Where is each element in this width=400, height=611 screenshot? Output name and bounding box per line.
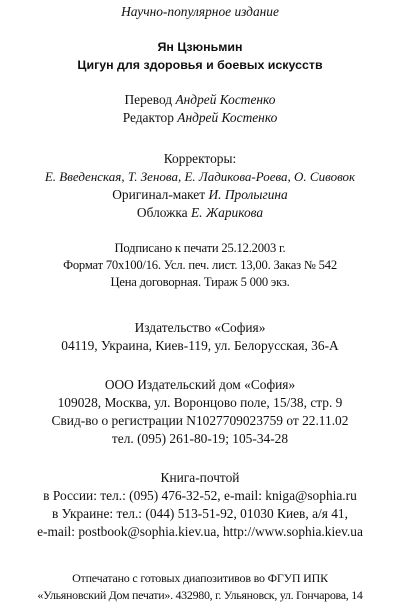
cover-label: Обложка — [136, 205, 188, 220]
printer-line-2: «Ульяновский Дом печати». 432980, г. Ульяновск, ул. Гончарова, 14 — [37, 588, 363, 602]
publisher-address: 04119, Украина, Киев-119, ул. Белорусская, 36-А — [61, 338, 339, 353]
edition-type: Научно-популярное издание — [121, 4, 279, 19]
book-author: Ян Цзюньмин — [157, 40, 243, 54]
cover-designer-name: Е. Жарикова — [190, 205, 264, 220]
translation-label: Перевод — [124, 92, 173, 107]
translation-line — [0, 92, 400, 108]
print-price: Цена договорная. Тираж 5 000 экз. — [110, 275, 290, 289]
editor-label: Редактор — [122, 110, 174, 125]
publishing-house-phone: тел. (095) 261-80-19; 105-34-28 — [111, 431, 289, 446]
signed-to-print: Подписано к печати 25.12.2003 г. — [114, 241, 286, 255]
cover-line — [0, 205, 400, 221]
publishing-house-name: ООО Издательский дом «София» — [104, 377, 296, 392]
proofreaders-names: Е. Введенская, Т. Зенова, Е. Ладикова-Роева, О. Сивовок — [44, 169, 356, 184]
mail-order-ukraine: в Украине: тел.: (044) 513-51-92, 01030 Киев, а/я 41, — [52, 506, 348, 521]
layout-name: И. Пролыгина — [208, 187, 288, 202]
print-format: Формат 70х100/16. Усл. печ. лист. 13,00. Заказ № 542 — [63, 258, 337, 272]
mail-order-contact: e-mail: postbook@sophia.kiev.ua, http://www.sophia.kiev.ua — [37, 524, 363, 539]
translator-name: Андрей Костенко — [175, 92, 276, 107]
layout-label: Оригинал-макет — [112, 187, 206, 202]
editor-name: Андрей Костенко — [177, 110, 278, 125]
mail-order-title: Книга-почтой — [160, 470, 240, 485]
layout-line — [0, 187, 400, 203]
editor-line — [0, 110, 400, 126]
book-title: Цигун для здоровья и боевых искусств — [77, 58, 323, 72]
registration-certificate: Свид-во о регистрации N1027709023759 от 22.11.02 — [51, 413, 349, 428]
proofreaders-label: Корректоры: — [163, 151, 237, 166]
publishing-house-address: 109028, Москва, ул. Воронцово поле, 15/38, стр. 9 — [57, 395, 343, 410]
printer-line-1: Отпечатано с готовых диапозитивов во ФГУП ИПК — [72, 571, 328, 585]
mail-order-russia: в России: тел.: (095) 476-32-52, e-mail: kniga@sophia.ru — [43, 488, 357, 503]
publisher-name: Издательство «София» — [134, 320, 266, 335]
